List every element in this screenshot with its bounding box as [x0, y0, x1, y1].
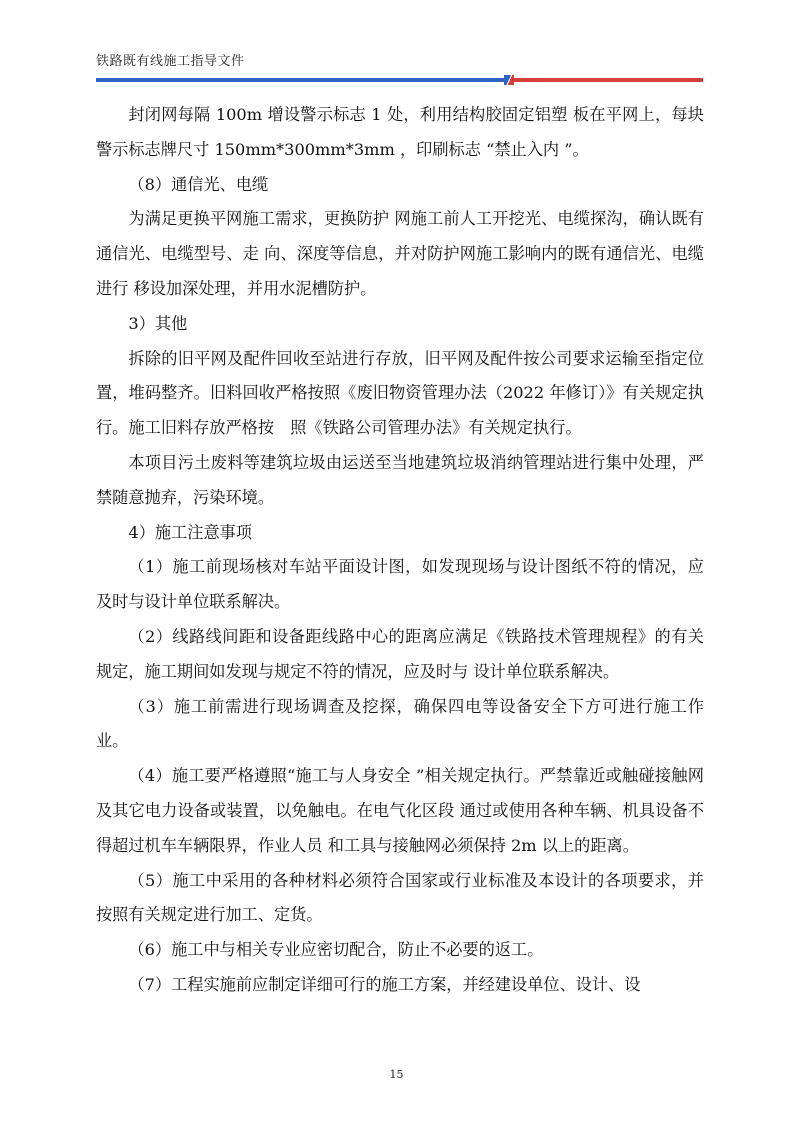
precaution-item-4: （4）施工要严格遵照“施工与人身安全 ”相关规定执行。严禁靠近或触碰接触网及其它电力设备或装置，以免触电。在电气化区段 通过或使用各种车辆、机具设备不得超过机车车辆限界，作业人员 和工具与接触网必须保持 2m 以上的距离。 [96, 766, 704, 855]
document-body [96, 98, 704, 1003]
precaution-item-6: （6）施工中与相关专业应密切配合，防止不必要的返工。 [128, 940, 544, 960]
heading-others: 3）其他 [128, 313, 188, 333]
heading-precautions: 4）施工注意事项 [128, 522, 253, 542]
page-number: 15 [389, 1068, 404, 1081]
precaution-item-7: （7）工程实施前应制定详细可行的施工方案，并经建设单位、设计、设 [128, 974, 641, 994]
precaution-item-5: （5）施工中采用的各种材料必须符合国家或行业标准及本设计的各项要求，并按照有关规定进行加工、定货。 [96, 870, 704, 925]
header-rule-blue [96, 78, 508, 82]
heading-cables: （8）通信光、电缆 [128, 174, 269, 194]
paragraph-warning-signs: 封闭网每隔 100m 增设警示标志 1 处，利用结构胶固定铝塑 板在平网上，每块警示标志牌尺寸 150mm*300mm*3mm ，印刷标志 “禁止入内 ”。 [96, 105, 704, 159]
header-rule-red [512, 78, 703, 82]
precaution-item-2: （2）线路线间距和设备距线路中心的距离应满足《铁路技术管理规程》的有关规定，施工期间如发现与规定不符的情况，应及时与 设计单位联系解决。 [96, 626, 704, 681]
precaution-item-1: （1）施工前现场核对车站平面设计图，如发现现场与设计图纸不符的情况，应及时与设计单位联系解决。 [96, 557, 704, 612]
paragraph-waste: 本项目污土废料等建筑垃圾由运送至当地建筑垃圾消纳管理站进行集中处理，严禁随意抛弃，污染环境。 [96, 452, 704, 507]
header-title: 铁路既有线施工指导文件 [96, 54, 245, 69]
paragraph-cables: 为满足更换平网施工需求，更换防护 网施工前人工开挖光、电缆探沟，确认既有通信光、电缆型号、走 向、深度等信息，并对防护网施工影响内的既有通信光、电缆进行 移设加深处理，并用水泥槽防护。 [96, 209, 704, 298]
header-rule-divider [504, 75, 514, 85]
paragraph-old-materials: 拆除的旧平网及配件回收至站进行存放，旧平网及配件按公司要求运输至指定位置，堆码整齐。旧料回收严格按照《废旧物资管理办法（2022 年修订）》有关规定执行。施工旧料存放严格按 照《铁路公司管理办法》有关规定执行。 [96, 348, 704, 438]
precaution-item-3: （3）施工前需进行现场调查及挖探，确保四电等设备安全下方可进行施工作业。 [96, 696, 704, 751]
